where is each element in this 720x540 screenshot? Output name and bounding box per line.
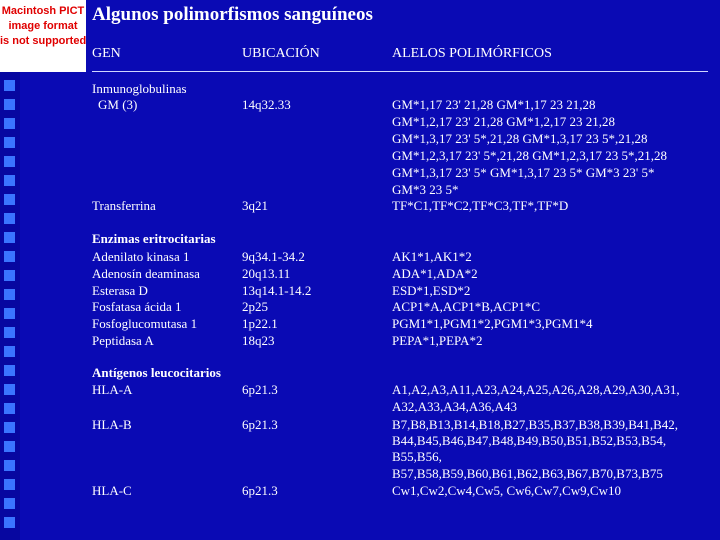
column-header-alelos: ALELOS POLIMÓRFICOS [392,46,552,61]
decorative-square [4,365,15,376]
allele-line: B44,B45,B46,B47,B48,B49,B50,B51,B52,B53,B54, [392,433,667,448]
placeholder-line: Macintosh PICT [1,5,85,17]
column-header-gen: GEN [92,46,121,61]
decorative-square [4,99,15,110]
gene-name: HLA-C [92,483,132,498]
allele-line: GM*1,2,17 23' 21,28 GM*1,2,17 23 21,28 [392,114,615,129]
section-heading-antigenos: Antígenos leucocitarios [92,365,221,380]
allele-line: B57,B58,B59,B60,B61,B62,B63,B67,B70,B73,B75 [392,466,663,481]
gene-location: 3q21 [242,198,268,213]
gene-name: Peptidasa A [92,333,154,348]
decorative-square [4,498,15,509]
decorative-square [4,156,15,167]
allele-line: GM*1,2,3,17 23' 5*,21,28 GM*1,2,3,17 23 5*,21,28 [392,148,667,163]
allele-line: PEPA*1,PEPA*2 [392,333,483,348]
header-divider [92,71,708,72]
gene-location: 6p21.3 [242,483,278,498]
decorative-square [4,118,15,129]
allele-line: AK1*1,AK1*2 [392,249,472,264]
allele-line: GM*1,17 23' 21,28 GM*1,17 23 21,28 [392,97,596,112]
gene-name: HLA-A [92,382,133,397]
page-title: Algunos polimorfismos sanguíneos [92,4,373,25]
gene-location: 9q34.1-34.2 [242,249,305,264]
allele-line: B7,B8,B13,B14,B18,B27,B35,B37,B38,B39,B41,B42, [392,417,679,432]
gene-location: 1p22.1 [242,316,278,331]
decorative-square [4,213,15,224]
gene-name: Esterasa D [92,283,148,298]
allele-line: A1,A2,A3,A11,A23,A24,A25,A26,A28,A29,A30,A31, [392,382,680,397]
placeholder-line: image format [8,20,78,32]
gene-location: 20q13.11 [242,266,291,281]
gene-location: 6p21.3 [242,382,278,397]
gene-location: 14q32.33 [242,97,291,112]
allele-line: GM*3 23 5* [392,182,459,197]
placeholder-line: is not supported [0,35,87,47]
decorative-square [4,384,15,395]
decorative-square [4,232,15,243]
allele-line: GM*1,3,17 23' 5*,21,28 GM*1,3,17 23 5*,21,28 [392,131,648,146]
allele-line: ADA*1,ADA*2 [392,266,478,281]
decorative-square [4,479,15,490]
section-heading-inmunoglobulinas: Inmunoglobulinas [92,81,187,96]
allele-line: A32,A33,A34,A36,A43 [392,399,517,414]
gene-location: 6p21.3 [242,417,278,432]
decorative-square [4,517,15,528]
gene-location: 13q14.1-14.2 [242,283,312,298]
decorative-square [4,346,15,357]
gene-location: 18q23 [242,333,275,348]
gene-name: Transferrina [92,198,156,213]
allele-line: B55,B56, [392,449,442,464]
gene-name: Fosfoglucomutasa 1 [92,316,198,331]
gene-name: Adenosín deaminasa [92,266,200,281]
gene-name: Adenilato kinasa 1 [92,249,190,264]
allele-line: ACP1*A,ACP1*B,ACP1*C [392,299,541,314]
decorative-square [4,460,15,471]
decorative-square [4,289,15,300]
decorative-square [4,175,15,186]
allele-line: GM*1,3,17 23' 5* GM*1,3,17 23 5* GM*3 23' 5* [392,165,655,180]
decorative-square [4,422,15,433]
decorative-square [4,80,15,91]
decorative-square [4,194,15,205]
gene-name: GM (3) [98,97,138,112]
allele-line: Cw1,Cw2,Cw4,Cw5, Cw6,Cw7,Cw9,Cw10 [392,483,621,498]
allele-line: ESD*1,ESD*2 [392,283,471,298]
decorative-square [4,403,15,414]
decorative-square [4,270,15,281]
decorative-square [4,251,15,262]
allele-line: TF*C1,TF*C2,TF*C3,TF*,TF*D [392,198,569,213]
decorative-square [4,441,15,452]
gene-name: Fosfatasa ácida 1 [92,299,182,314]
allele-line: PGM1*1,PGM1*2,PGM1*3,PGM1*4 [392,316,593,331]
left-decorative-strip [0,0,20,540]
gene-location: 2p25 [242,299,268,314]
unsupported-image-placeholder [0,0,86,72]
decorative-square [4,308,15,319]
decorative-square [4,137,15,148]
column-header-ubicacion: UBICACIÓN [242,46,320,61]
section-heading-enzimas: Enzimas eritrocitarias [92,231,216,246]
decorative-square [4,327,15,338]
gene-name: HLA-B [92,417,132,432]
